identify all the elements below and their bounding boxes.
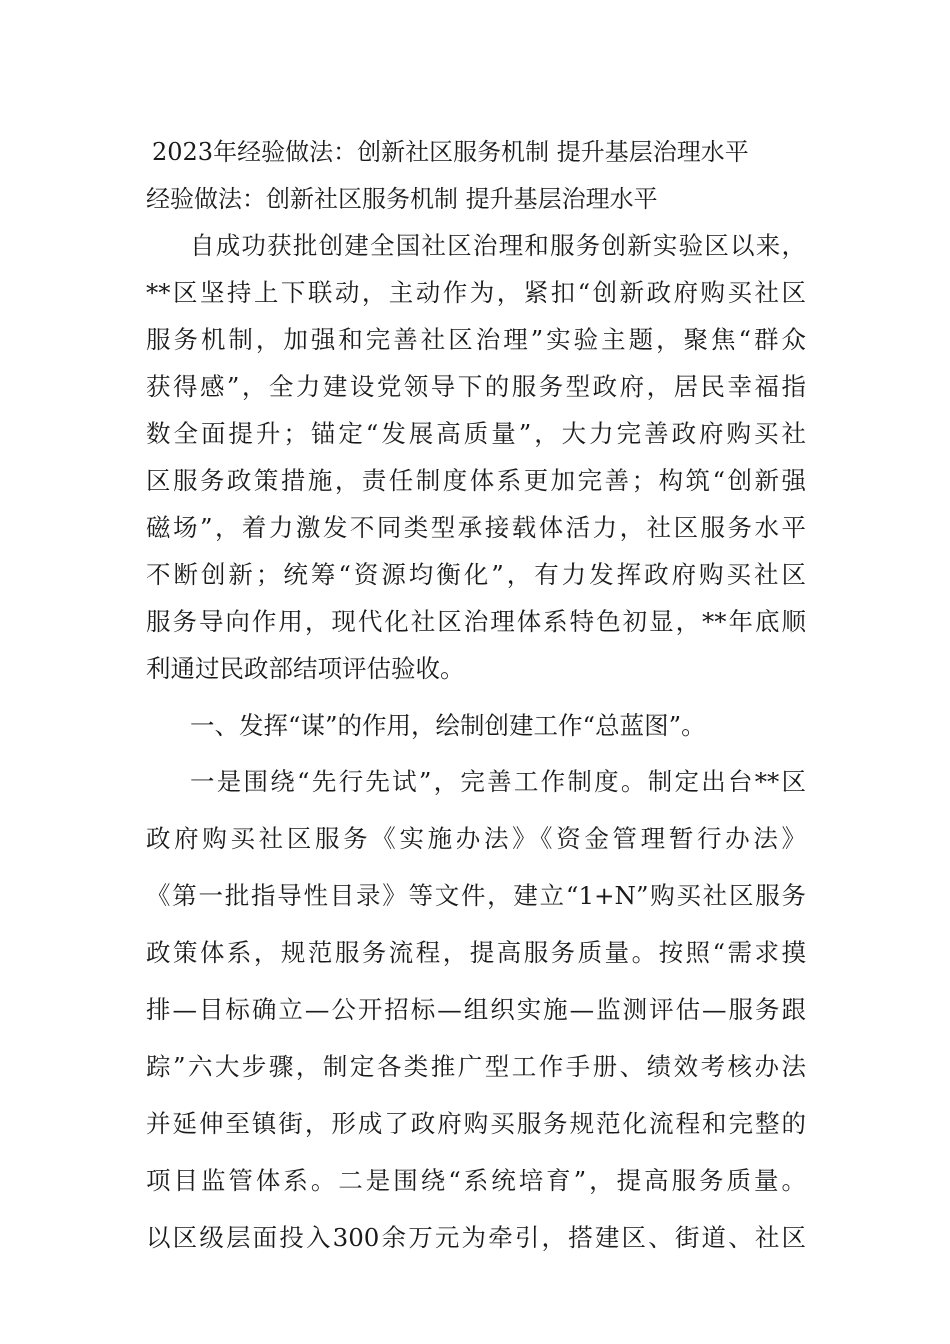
section-heading: 一、发挥“谋”的作用，绘制创建工作“总蓝图”。 xyxy=(190,711,706,740)
paragraph-line: 磁场”，着力激发不同类型承接载体活力，社区服务水平 xyxy=(146,513,806,542)
paragraph-line: 政府购买社区服务《实施办法》《资金管理暂行办法》 xyxy=(146,824,806,853)
paragraph-line: 政策体系，规范服务流程，提高服务质量。按照“需求摸 xyxy=(146,938,806,967)
paragraph-line: 一是围绕“先行先试”，完善工作制度。制定出台**区 xyxy=(190,767,806,796)
paragraph-line: 服务机制，加强和完善社区治理”实验主题，聚焦“群众 xyxy=(146,325,806,354)
paragraph-line: 数全面提升；锚定“发展高质量”，大力完善政府购买社 xyxy=(146,419,806,448)
paragraph-line: 区服务政策措施，责任制度体系更加完善；构筑“创新强 xyxy=(146,466,806,495)
paragraph-line: 踪”六大步骤，制定各类推广型工作手册、绩效考核办法 xyxy=(146,1052,806,1081)
paragraph-line: 自成功获批创建全国社区治理和服务创新实验区以来， xyxy=(190,231,806,260)
document-title-line-1: 2023年经验做法：创新社区服务机制 提升基层治理水平 xyxy=(152,138,749,166)
paragraph-line: **区坚持上下联动，主动作为，紧扣“创新政府购买社区 xyxy=(146,278,806,307)
paragraph-line: 利通过民政部结项评估验收。 xyxy=(146,654,465,683)
paragraph-line: 项目监管体系。二是围绕“系统培育”，提高服务质量。 xyxy=(146,1166,806,1195)
paragraph-line: 不断创新；统筹“资源均衡化”，有力发挥政府购买社区 xyxy=(146,560,806,589)
paragraph-line: 《第一批指导性目录》等文件，建立“1+N”购买社区服务 xyxy=(146,881,806,910)
paragraph-line: 获得感”，全力建设党领导下的服务型政府，居民幸福指 xyxy=(146,372,806,401)
paragraph-line: 以区级层面投入300余万元为牵引，搭建区、街道、社区 xyxy=(146,1223,806,1252)
paragraph-line: 排—目标确立—公开招标—组织实施—监测评估—服务跟 xyxy=(146,995,806,1024)
paragraph-line: 服务导向作用，现代化社区治理体系特色初显，**年底顺 xyxy=(146,607,806,636)
document-title-line-2: 经验做法：创新社区服务机制 提升基层治理水平 xyxy=(146,185,658,213)
paragraph-line: 并延伸至镇街，形成了政府购买服务规范化流程和完整的 xyxy=(146,1109,806,1138)
